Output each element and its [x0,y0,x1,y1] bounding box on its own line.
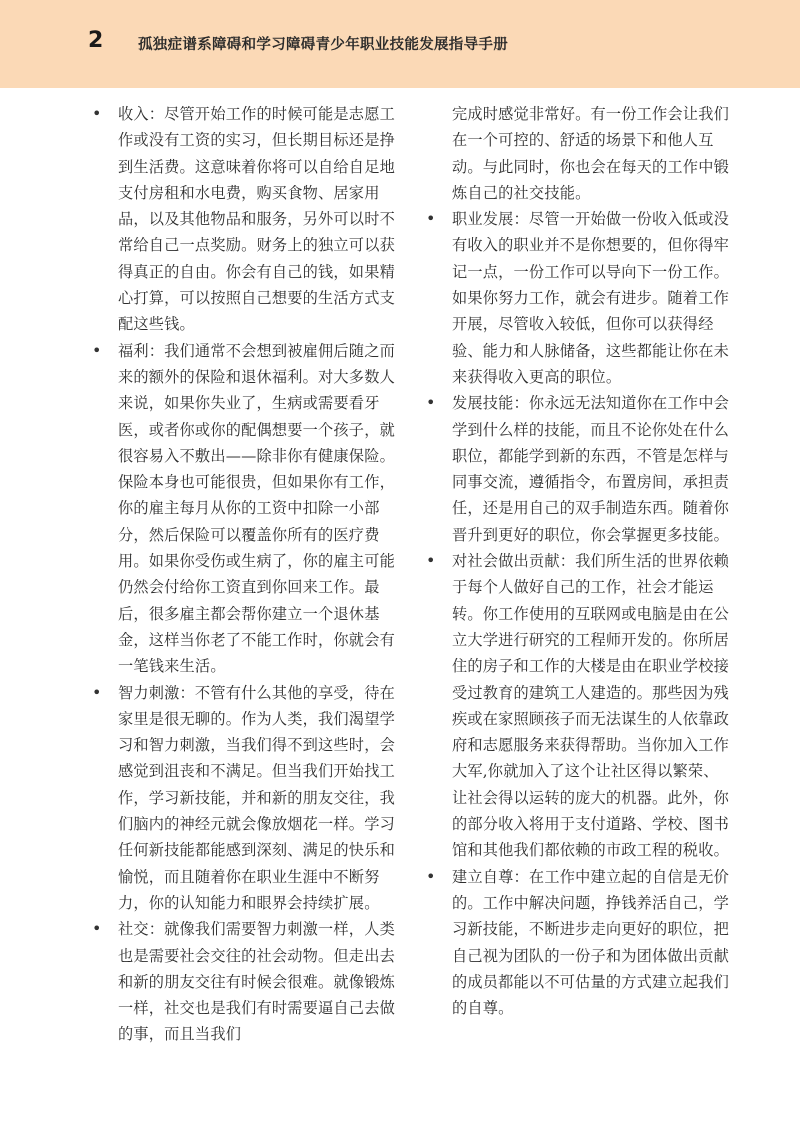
paragraph-career-development: 职业发展：尽管一开始做一份收入低或没有收入的职业并不是你想要的，但你得牢记一点，一份工作可以导向下一份工作。如果你努力工作，就会有进步。随着工作开展，尽管收入较低，但你可以获得经验、能力和人脉储备，这些都能让你在未来获得收入更高的职位。 [452,210,729,386]
paragraph-benefits: 福利：我们通常不会想到被雇佣后随之而来的额外的保险和退休福利。对大多数人来说，如果你失业了，生病或需要看牙医，或者你或你的配偶想要一个孩子，就很容易入不敷出——除非你有健康保险。保险本身也可能很贵，但如果你有工作，你的雇主每月从你的工资中扣除一小部分，然后保险可以覆盖你所有的医疗费用。如果你受伤或生病了，你的雇主可能仍然会付给你工资直到你回来工作。最后，很多雇主都会帮你建立一个退休基金，这样当你老了不能工作时，你就会有一笔钱来生活。 [118,341,395,676]
bullet-icon: • [426,551,436,571]
page-header [0,0,800,88]
bullet-item-self-esteem [426,864,731,1022]
paragraph-social-contribution: 对社会做出贡献：我们所生活的世界依赖于每个人做好自己的工作，社会才能运转。你工作使用的互联网或电脑是由在公立大学进行研究的工程师开发的。你所居住的房子和工作的大楼是由在职业学校接受过教育的建筑工人建造的。那些因为残疾或在家照顾孩子而无法谋生的人依靠政府和志愿服务来获得帮助。当你加入工作大军,你就加入了这个让社区得以繁荣、让社会得以运转的庞大的机器。此外，你的部分收入将用于支付道路、学校、图书馆和其他我们都依赖的市政工程的税收。 [452,552,729,860]
running-title: 孤独症谱系障碍和学习障碍青少年职业技能发展指导手册 [138,37,508,53]
bullet-item-social-contribution [426,548,731,864]
bullet-item-skill-development [426,390,731,548]
bullet-item-benefits [92,338,397,680]
left-column [92,101,397,1048]
bullet-icon: • [426,209,436,229]
bullet-icon: • [92,104,102,123]
bullet-item-income [92,101,397,338]
bullet-icon: • [426,393,436,413]
paragraph-skill-development: 发展技能：你永远无法知道你在工作中会学到什么样的技能，而且不论你处在什么职位，都能学到新的东西，不管是怎样与同事交流，遵循指令，布置房间，承担责任，还是用自己的双手制造东西。随着你晋升到更好的职位，你会掌握更多技能。 [452,394,729,544]
paragraph-intellectual-stimulation: 智力刺激：不管有什么其他的享受，待在家里是很无聊的。作为人类，我们渴望学习和智力刺激，当我们得不到这些时，会感觉到沮丧和不满足。但当我们开始找工作，学习新技能，并和新的朋友交往，我们脑内的神经元就会像放烟花一样。学习任何新技能都能感到深刻、满足的快乐和愉悦，而且随着你在职业生涯中不断努力，你的认知能力和眼界会持续扩展。 [118,683,395,912]
bullet-icon: • [92,682,102,702]
paragraph-income: 收入：尽管开始工作的时候可能是志愿工作或没有工资的实习，但长期目标还是挣到生活费。这意味着你将可以自给自足地支付房租和水电费，购买食物、居家用品，以及其他物品和服务，另外可以时不常给自己一点奖励。财务上的独立可以获得真正的自由。你会有自己的钱，如果精心打算，可以按照自己想要的生活方式支配这些钱。 [118,105,395,334]
right-column [426,101,731,1021]
bullet-icon: • [92,340,102,360]
bullet-item-social [92,916,397,1047]
paragraph-social-continued: 完成时感觉非常好。有一份工作会让我们在一个可控的、舒适的场景下和他人互动。与此同时，你也会在每天的工作中锻炼自己的社交技能。 [452,105,729,202]
bullet-item-career-development [426,206,731,390]
paragraph-social: 社交：就像我们需要智力刺激一样，人类也是需要社会交往的社会动物。但走出去和新的朋友交往有时候会很难。就像锻炼一样，社交也是我们有时需要逼自己去做的事，而且当我们 [118,920,395,1044]
page-number: 2 [88,28,104,53]
bullet-item-intellectual-stimulation [92,680,397,917]
paragraph-self-esteem: 建立自尊：在工作中建立起的自信是无价的。工作中解决问题，挣钱养活自己，学习新技能，不断进步走向更好的职位，把自己视为团队的一份子和为团体做出贡献的成员都能以不可估量的方式建立起我们的自尊。 [452,867,729,1018]
bullet-icon: • [92,919,102,939]
bullet-icon: • [426,866,436,886]
